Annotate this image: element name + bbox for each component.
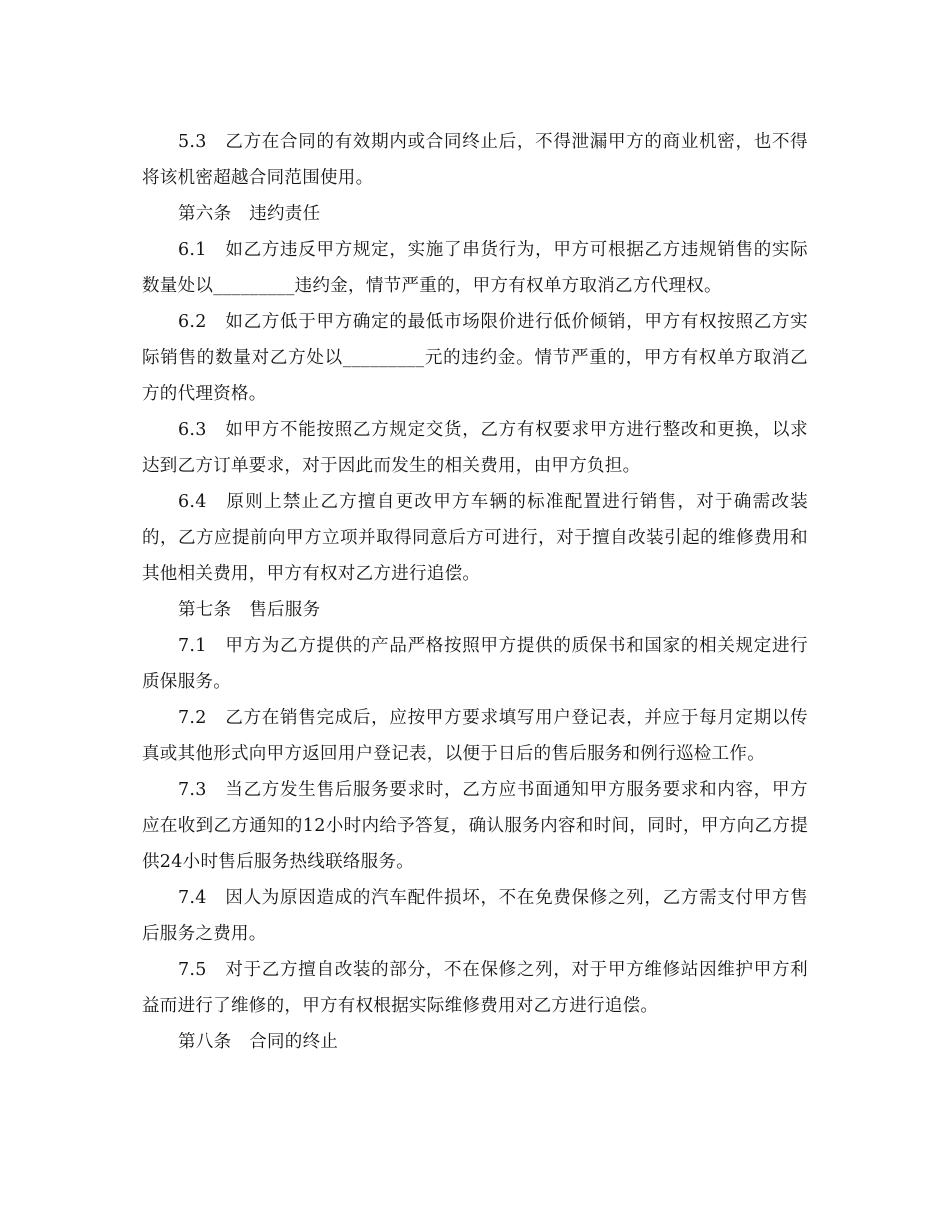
clause-6-3: 6.3 如甲方不能按照乙方规定交货，乙方有权要求甲方进行整改和更换，以求达到乙方订单要求，对于因此而发生的相关费用，由甲方负担。 <box>142 420 808 476</box>
clause-6-1: 6.1 如乙方违反甲方规定，实施了串货行为，甲方可根据乙方违规销售的实际数量处以_________违约金，情节严重的，甲方有权单方取消乙方代理权。 <box>142 240 808 296</box>
clause-7-2: 7.2 乙方在销售完成后，应按甲方要求填写用户登记表，并应于每月定期以传真或其他形式向甲方返回用户登记表，以便于日后的售后服务和例行巡检工作。 <box>142 708 808 764</box>
clause-7-4: 7.4 因人为原因造成的汽车配件损坏，不在免费保修之列，乙方需支付甲方售后服务之费用。 <box>142 888 808 944</box>
clause-7-1: 7.1 甲方为乙方提供的产品严格按照甲方提供的质保书和国家的相关规定进行质保服务。 <box>142 636 808 692</box>
clause-6-4: 6.4 原则上禁止乙方擅自更改甲方车辆的标准配置进行销售，对于确需改装的，乙方应提前向甲方立项并取得同意后方可进行，对于擅自改装引起的维修费用和其他相关费用，甲方有权对乙方进行追偿。 <box>142 492 808 584</box>
clause-5-3: 5.3 乙方在合同的有效期内或合同终止后，不得泄漏甲方的商业机密，也不得将该机密超越合同范围使用。 <box>142 132 808 188</box>
article-7-heading: 第七条 售后服务 <box>178 600 321 620</box>
clause-6-2: 6.2 如乙方低于甲方确定的最低市场限价进行低价倾销，甲方有权按照乙方实际销售的数量对乙方处以_________元的违约金。情节严重的，甲方有权单方取消乙方的代理资格。 <box>142 312 808 404</box>
article-6-heading: 第六条 违约责任 <box>178 204 321 224</box>
clause-7-3: 7.3 当乙方发生售后服务要求时，乙方应书面通知甲方服务要求和内容，甲方应在收到乙方通知的12小时内给予答复，确认服务内容和时间，同时，甲方向乙方提供24小时售后服务热线联络服务。 <box>142 780 808 872</box>
clause-7-5: 7.5 对于乙方擅自改装的部分，不在保修之列，对于甲方维修站因维护甲方利益而进行了维修的，甲方有权根据实际维修费用对乙方进行追偿。 <box>142 960 808 1016</box>
article-8-heading: 第八条 合同的终止 <box>178 1032 339 1052</box>
document-body <box>142 124 808 1060</box>
